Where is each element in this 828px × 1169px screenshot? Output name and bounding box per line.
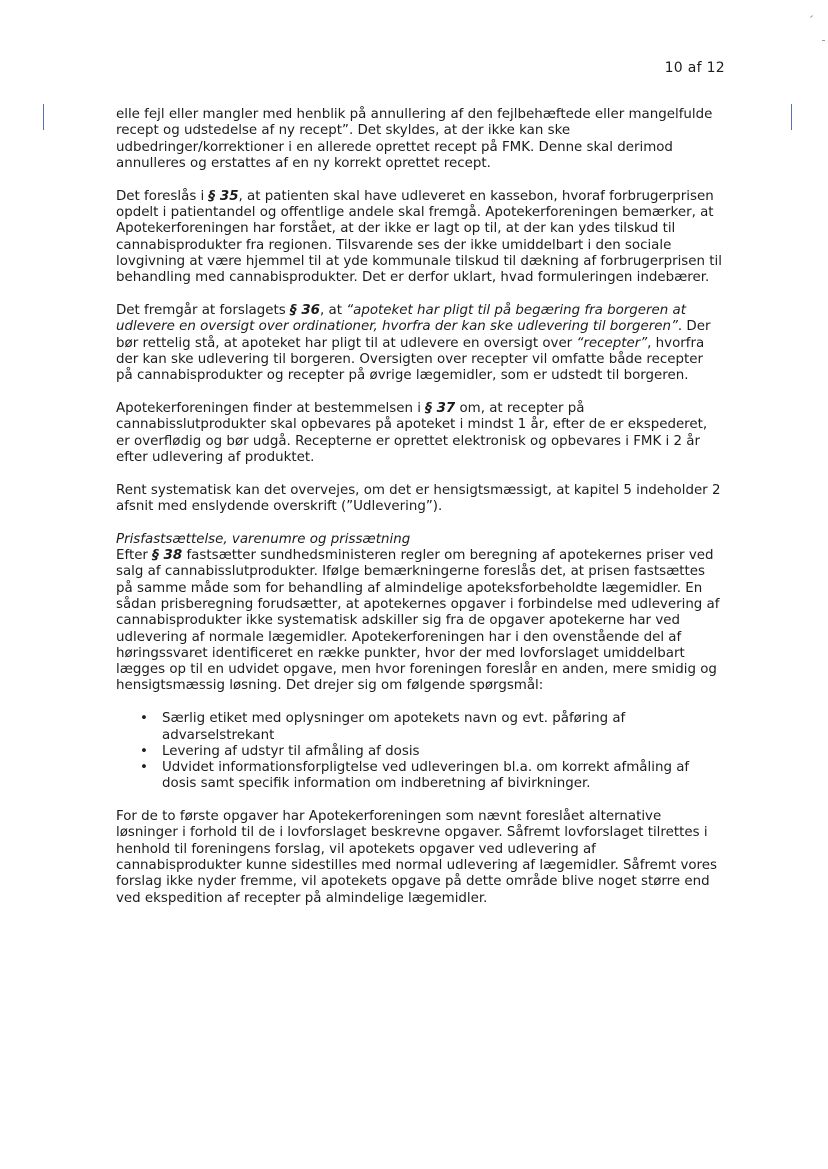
document-body: [116, 107, 722, 923]
paragraph-section-36: [116, 303, 722, 384]
text-span: Det foreslås i: [116, 188, 209, 204]
paragraph-recept-correction: elle fejl eller mangler med henblik på annullering af den fejlbehæftede eller mangelfulde recept og udstedelse af ny recept”. Det skyldes, at der ikke kan ske udbedringer/korrektioner i en allerede oprettet recept på FMK. Denne skal derimod annulleres og erstattes af en ny korrekt oprettet recept.: [116, 107, 713, 171]
list-item: • Særlig etiket med oplysninger om apotekets navn og evt. påføring af advarselstrekant: [162, 711, 722, 744]
list-item: • Levering af udstyr til afmåling af dosis: [162, 744, 722, 760]
quote-text: “recepter”: [576, 335, 648, 351]
text-span: om, at recepter på cannabisslutprodukter skal opbevares på apoteket i mindst 1 år, efter de er ekspederet, er overflødig og bør udgå. Recepterne er oprettet elektronisk og opbevares i FMK i 2 år efter udlevering af produktet.: [116, 400, 708, 465]
section-heading-prisfastsaettelse: Prisfastsættelse, varenumre og prissætning: [116, 531, 411, 547]
list-item: • Udvidet informationsforpligtelse ved udleveringen bl.a. om korrekt afmåling af dosis samt specifik information om indberetning af bivirkninger.: [162, 760, 722, 793]
margin-change-bar-right: [791, 104, 792, 130]
paragraph-chapter-5: Rent systematisk kan det overvejes, om det er hensigtsmæssigt, at kapitel 5 indeholder 2 afsnit med enslydende overskrift (”Udlevering”).: [116, 482, 721, 514]
text-span: fastsætter sundhedsministeren regler om beregning af apotekernes priser ved salg af cannabisslutprodukter. Ifølge bemærkningerne foreslås det, at prisen fastsættes på samme måde som for behandling af almindelige apoteksforbeholdte lægemidler. En sådan prisberegning forudsætter, at apotekernes opgaver i forbindelse med udlevering af cannabisprodukter ikke systematisk adskiller sig fra de opgaver apotekerne har ved udlevering af normale lægemidler. Apotekerforeningen har i den ovenstående del af høringssvaret identificeret en række punkter, hvor der med lovforslaget umiddelbart lægges op til en udvidet opgave, men hvor foreningen foreslår en anden, mere smidig og hensigtsmæssig løsning. Det drejer sig om følgende spørgsmål:: [116, 548, 720, 694]
text-span: , at patienten skal have udleveret en kassebon, hvoraf forbrugerprisen opdelt i patientandel og offentlige andele skal fremgå. Apotekerforeningen bemærker, at Apotekerforeningen har forstået, at der ikke er lagt op til, at der kan ydes tilskud til cannabisprodukter fra regionen. Tilsvarende ses der ikke umiddelbart i den sociale lovgivning at være hjemmel til at yde kommunale tilskud til dækning af forbrugerprisen til behandling med cannabisprodukter. Det er derfor uklart, hvad formuleringen indebærer.: [116, 188, 722, 286]
text-span: . Der bør rettelig stå, at apoteket har pligt til at udlevere en oversigt over: [116, 319, 711, 351]
scan-mark: [810, 15, 813, 18]
text-span: Det fremgår at forslagets: [116, 302, 290, 318]
paragraph-section-38: [116, 532, 722, 695]
text-span: , at: [319, 302, 347, 318]
section-ref-38: § 38: [152, 548, 183, 564]
paragraph-section-35: [116, 189, 722, 287]
paragraph-conclusion: For de to første opgaver har Apotekerforeningen som nævnt foreslået alternative løsninger i forhold til de i lovforslaget beskrevne opgaver. Såfremt lovforslaget tilrettes i henhold til foreningens forslag, vil apotekets opgaver ved udlevering af cannabisprodukter kunne sidestilles med normal udlevering af lægemidler. Såfremt vores forslag ikke nyder fremme, vil apotekets opgave på dette område blive noget større end ved ekspedition af recepter på almindelige lægemidler.: [116, 809, 717, 906]
section-ref-36: § 36: [289, 302, 320, 318]
question-list: [116, 711, 722, 792]
scan-mark: [822, 40, 825, 41]
paragraph-section-37: [116, 401, 722, 466]
margin-change-bar-left: [43, 104, 44, 130]
text-span: Efter: [116, 548, 153, 564]
text-span: Apotekerforeningen finder at bestemmelsen i: [116, 400, 426, 416]
quote-text: “apoteket har pligt til på begæring fra borgeren at udlevere en oversigt over ordinationer, hvorfra der kan ske udlevering til borgeren”: [116, 302, 686, 335]
page-number: 10 af 12: [664, 60, 725, 76]
section-ref-37: § 37: [425, 400, 456, 416]
text-span: , hvorfra der kan ske udlevering til borgeren. Oversigten over recepter vil omfatte både recepter på cannabisprodukter og recepter på øvrige lægemidler, som er udstedt til borgeren.: [116, 335, 705, 384]
section-ref-35: § 35: [208, 188, 239, 204]
